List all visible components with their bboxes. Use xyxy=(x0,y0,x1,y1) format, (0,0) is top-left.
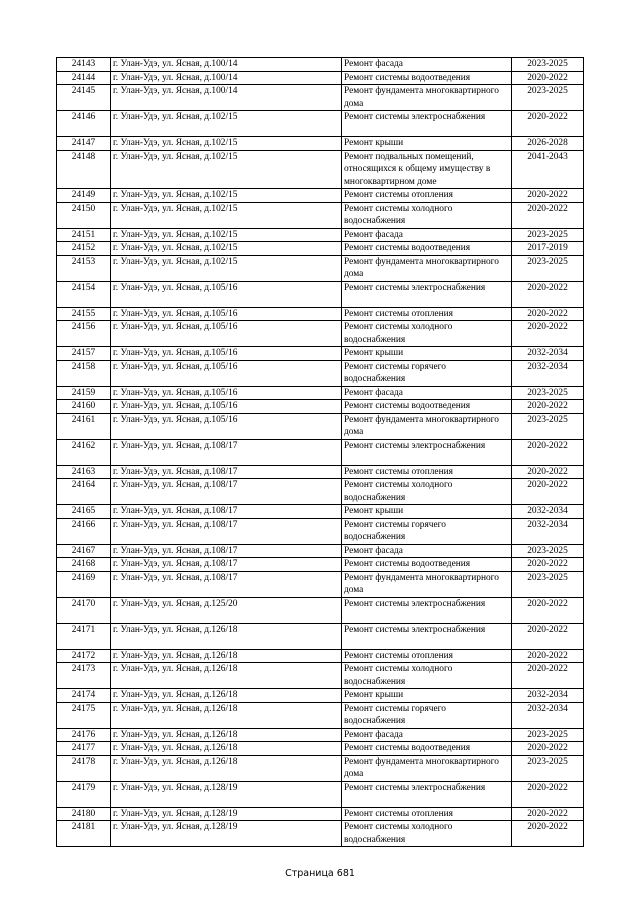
table-row xyxy=(57,189,584,203)
row-number-cell: 24146 xyxy=(57,111,111,137)
work-type-cell: Ремонт фасада xyxy=(342,386,512,400)
work-type-cell: Ремонт крыши xyxy=(342,137,512,151)
work-type-cell: Ремонт системы холодного водоснабжения xyxy=(342,821,512,847)
table-row xyxy=(57,663,584,689)
row-number-cell: 24173 xyxy=(57,663,111,689)
row-number-cell: 24172 xyxy=(57,649,111,663)
address-cell: г. Улан-Удэ, ул. Ясная, д.125/20 xyxy=(111,597,342,623)
period-cell: 2020-2022 xyxy=(512,623,584,649)
period-cell: 2032-2034 xyxy=(512,505,584,519)
table-row xyxy=(57,255,584,281)
work-type-cell: Ремонт системы отопления xyxy=(342,465,512,479)
table-row xyxy=(57,58,584,72)
table-row xyxy=(57,649,584,663)
table-row xyxy=(57,505,584,519)
row-number-cell: 24163 xyxy=(57,465,111,479)
work-type-cell: Ремонт крыши xyxy=(342,347,512,361)
period-cell: 2020-2022 xyxy=(512,597,584,623)
period-cell: 2032-2034 xyxy=(512,689,584,703)
row-number-cell: 24154 xyxy=(57,281,111,307)
address-cell: г. Улан-Удэ, ул. Ясная, д.105/16 xyxy=(111,400,342,414)
address-cell: г. Улан-Удэ, ул. Ясная, д.102/15 xyxy=(111,228,342,242)
period-cell: 2020-2022 xyxy=(512,465,584,479)
page-footer xyxy=(0,868,640,879)
row-number-cell: 24157 xyxy=(57,347,111,361)
period-cell: 2020-2022 xyxy=(512,321,584,347)
address-cell: г. Улан-Удэ, ул. Ясная, д.108/17 xyxy=(111,465,342,479)
work-type-cell: Ремонт фасада xyxy=(342,228,512,242)
address-cell: г. Улан-Удэ, ул. Ясная, д.126/18 xyxy=(111,663,342,689)
work-type-cell: Ремонт системы водоотведения xyxy=(342,400,512,414)
work-type-cell: Ремонт системы холодного водоснабжения xyxy=(342,321,512,347)
row-number-cell: 24162 xyxy=(57,439,111,465)
row-number-cell: 24181 xyxy=(57,821,111,847)
work-type-cell: Ремонт подвальных помещений, относящихся к общему имуществу в многоквартирном доме xyxy=(342,150,512,189)
period-cell: 2023-2025 xyxy=(512,413,584,439)
row-number-cell: 24147 xyxy=(57,137,111,151)
address-cell: г. Улан-Удэ, ул. Ясная, д.100/14 xyxy=(111,71,342,85)
table-row xyxy=(57,439,584,465)
address-cell: г. Улан-Удэ, ул. Ясная, д.105/16 xyxy=(111,347,342,361)
row-number-cell: 24161 xyxy=(57,413,111,439)
table-row xyxy=(57,571,584,597)
address-cell: г. Улан-Удэ, ул. Ясная, д.105/16 xyxy=(111,307,342,321)
table-row xyxy=(57,742,584,756)
work-type-cell: Ремонт фундамента многоквартирного дома xyxy=(342,413,512,439)
address-cell: г. Улан-Удэ, ул. Ясная, д.108/17 xyxy=(111,479,342,505)
address-cell: г. Улан-Удэ, ул. Ясная, д.102/15 xyxy=(111,150,342,189)
row-number-cell: 24165 xyxy=(57,505,111,519)
address-cell: г. Улан-Удэ, ул. Ясная, д.126/18 xyxy=(111,702,342,728)
address-cell: г. Улан-Удэ, ул. Ясная, д.126/18 xyxy=(111,623,342,649)
row-number-cell: 24156 xyxy=(57,321,111,347)
table-row xyxy=(57,518,584,544)
table-row xyxy=(57,386,584,400)
period-cell: 2020-2022 xyxy=(512,663,584,689)
table-row xyxy=(57,728,584,742)
address-cell: г. Улан-Удэ, ул. Ясная, д.128/19 xyxy=(111,781,342,807)
work-type-cell: Ремонт системы холодного водоснабжения xyxy=(342,202,512,228)
row-number-cell: 24175 xyxy=(57,702,111,728)
address-cell: г. Улан-Удэ, ул. Ясная, д.102/15 xyxy=(111,137,342,151)
table-row xyxy=(57,413,584,439)
row-number-cell: 24158 xyxy=(57,360,111,386)
period-cell: 2023-2025 xyxy=(512,58,584,72)
period-cell: 2023-2025 xyxy=(512,728,584,742)
address-cell: г. Улан-Удэ, ул. Ясная, д.100/14 xyxy=(111,58,342,72)
period-cell: 2023-2025 xyxy=(512,85,584,111)
work-type-cell: Ремонт фасада xyxy=(342,728,512,742)
table-row xyxy=(57,150,584,189)
period-cell: 2020-2022 xyxy=(512,111,584,137)
address-cell: г. Улан-Удэ, ул. Ясная, д.126/18 xyxy=(111,728,342,742)
row-number-cell: 24153 xyxy=(57,255,111,281)
period-cell: 2032-2034 xyxy=(512,347,584,361)
work-type-cell: Ремонт системы электроснабжения xyxy=(342,781,512,807)
work-type-cell: Ремонт системы отопления xyxy=(342,807,512,821)
row-number-cell: 24144 xyxy=(57,71,111,85)
table-row xyxy=(57,242,584,256)
table-row xyxy=(57,821,584,847)
period-cell: 2032-2034 xyxy=(512,702,584,728)
address-cell: г. Улан-Удэ, ул. Ясная, д.108/17 xyxy=(111,544,342,558)
work-type-cell: Ремонт фундамента многоквартирного дома xyxy=(342,755,512,781)
row-number-cell: 24168 xyxy=(57,558,111,572)
period-cell: 2020-2022 xyxy=(512,71,584,85)
table-row xyxy=(57,479,584,505)
period-cell: 2020-2022 xyxy=(512,479,584,505)
address-cell: г. Улан-Удэ, ул. Ясная, д.105/16 xyxy=(111,413,342,439)
work-type-cell: Ремонт системы отопления xyxy=(342,307,512,321)
address-cell: г. Улан-Удэ, ул. Ясная, д.126/18 xyxy=(111,689,342,703)
address-cell: г. Улан-Удэ, ул. Ясная, д.102/15 xyxy=(111,242,342,256)
address-cell: г. Улан-Удэ, ул. Ясная, д.108/17 xyxy=(111,571,342,597)
row-number-cell: 24177 xyxy=(57,742,111,756)
work-type-cell: Ремонт системы водоотведения xyxy=(342,242,512,256)
table-row xyxy=(57,228,584,242)
period-cell: 2041-2043 xyxy=(512,150,584,189)
row-number-cell: 24151 xyxy=(57,228,111,242)
table-row xyxy=(57,689,584,703)
address-cell: г. Улан-Удэ, ул. Ясная, д.126/18 xyxy=(111,649,342,663)
period-cell: 2020-2022 xyxy=(512,202,584,228)
period-cell: 2023-2025 xyxy=(512,228,584,242)
work-type-cell: Ремонт фундамента многоквартирного дома xyxy=(342,85,512,111)
table-row xyxy=(57,400,584,414)
row-number-cell: 24170 xyxy=(57,597,111,623)
row-number-cell: 24176 xyxy=(57,728,111,742)
work-type-cell: Ремонт системы холодного водоснабжения xyxy=(342,663,512,689)
address-cell: г. Улан-Удэ, ул. Ясная, д.126/18 xyxy=(111,742,342,756)
period-cell: 2020-2022 xyxy=(512,821,584,847)
row-number-cell: 24152 xyxy=(57,242,111,256)
work-type-cell: Ремонт системы электроснабжения xyxy=(342,597,512,623)
table-row xyxy=(57,307,584,321)
period-cell: 2032-2034 xyxy=(512,360,584,386)
address-cell: г. Улан-Удэ, ул. Ясная, д.105/16 xyxy=(111,321,342,347)
period-cell: 2023-2025 xyxy=(512,255,584,281)
period-cell: 2023-2025 xyxy=(512,571,584,597)
table-row xyxy=(57,71,584,85)
table-row xyxy=(57,321,584,347)
work-type-cell: Ремонт системы электроснабжения xyxy=(342,439,512,465)
period-cell: 2020-2022 xyxy=(512,189,584,203)
row-number-cell: 24178 xyxy=(57,755,111,781)
work-type-cell: Ремонт крыши xyxy=(342,505,512,519)
table-row xyxy=(57,597,584,623)
row-number-cell: 24166 xyxy=(57,518,111,544)
period-cell: 2020-2022 xyxy=(512,781,584,807)
table-row xyxy=(57,111,584,137)
work-type-cell: Ремонт фасада xyxy=(342,544,512,558)
address-cell: г. Улан-Удэ, ул. Ясная, д.108/17 xyxy=(111,518,342,544)
row-number-cell: 24150 xyxy=(57,202,111,228)
row-number-cell: 24174 xyxy=(57,689,111,703)
table-row xyxy=(57,85,584,111)
row-number-cell: 24159 xyxy=(57,386,111,400)
period-cell: 2020-2022 xyxy=(512,400,584,414)
row-number-cell: 24143 xyxy=(57,58,111,72)
address-cell: г. Улан-Удэ, ул. Ясная, д.105/16 xyxy=(111,360,342,386)
row-number-cell: 24171 xyxy=(57,623,111,649)
period-cell: 2023-2025 xyxy=(512,544,584,558)
address-cell: г. Улан-Удэ, ул. Ясная, д.102/15 xyxy=(111,111,342,137)
table-row xyxy=(57,755,584,781)
table-body xyxy=(57,58,584,847)
work-type-cell: Ремонт фундамента многоквартирного дома xyxy=(342,571,512,597)
work-type-cell: Ремонт крыши xyxy=(342,689,512,703)
row-number-cell: 24164 xyxy=(57,479,111,505)
work-type-cell: Ремонт фасада xyxy=(342,58,512,72)
address-cell: г. Улан-Удэ, ул. Ясная, д.100/14 xyxy=(111,85,342,111)
period-cell: 2017-2019 xyxy=(512,242,584,256)
row-number-cell: 24179 xyxy=(57,781,111,807)
row-number-cell: 24145 xyxy=(57,85,111,111)
period-cell: 2023-2025 xyxy=(512,386,584,400)
address-cell: г. Улан-Удэ, ул. Ясная, д.105/16 xyxy=(111,281,342,307)
work-type-cell: Ремонт системы отопления xyxy=(342,189,512,203)
table-row xyxy=(57,623,584,649)
table-row xyxy=(57,360,584,386)
work-type-cell: Ремонт системы холодного водоснабжения xyxy=(342,479,512,505)
row-number-cell: 24180 xyxy=(57,807,111,821)
period-cell: 2020-2022 xyxy=(512,307,584,321)
period-cell: 2026-2028 xyxy=(512,137,584,151)
period-cell: 2020-2022 xyxy=(512,807,584,821)
table-row xyxy=(57,807,584,821)
period-cell: 2020-2022 xyxy=(512,281,584,307)
work-type-cell: Ремонт системы электроснабжения xyxy=(342,111,512,137)
work-type-cell: Ремонт фундамента многоквартирного дома xyxy=(342,255,512,281)
address-cell: г. Улан-Удэ, ул. Ясная, д.128/19 xyxy=(111,807,342,821)
row-number-cell: 24167 xyxy=(57,544,111,558)
period-cell: 2020-2022 xyxy=(512,439,584,465)
address-cell: г. Улан-Удэ, ул. Ясная, д.108/17 xyxy=(111,439,342,465)
period-cell: 2032-2034 xyxy=(512,518,584,544)
table-row xyxy=(57,281,584,307)
work-type-cell: Ремонт системы водоотведения xyxy=(342,558,512,572)
address-cell: г. Улан-Удэ, ул. Ясная, д.105/16 xyxy=(111,386,342,400)
address-cell: г. Улан-Удэ, ул. Ясная, д.102/15 xyxy=(111,189,342,203)
address-cell: г. Улан-Удэ, ул. Ясная, д.102/15 xyxy=(111,255,342,281)
address-cell: г. Улан-Удэ, ул. Ясная, д.108/17 xyxy=(111,505,342,519)
row-number-cell: 24160 xyxy=(57,400,111,414)
period-cell: 2020-2022 xyxy=(512,649,584,663)
work-type-cell: Ремонт системы электроснабжения xyxy=(342,281,512,307)
row-number-cell: 24148 xyxy=(57,150,111,189)
row-number-cell: 24169 xyxy=(57,571,111,597)
table-row xyxy=(57,781,584,807)
repair-schedule-table xyxy=(56,57,584,847)
address-cell: г. Улан-Удэ, ул. Ясная, д.102/15 xyxy=(111,202,342,228)
work-type-cell: Ремонт системы горячего водоснабжения xyxy=(342,702,512,728)
table-row xyxy=(57,465,584,479)
work-type-cell: Ремонт системы водоотведения xyxy=(342,742,512,756)
work-type-cell: Ремонт системы отопления xyxy=(342,649,512,663)
work-type-cell: Ремонт системы горячего водоснабжения xyxy=(342,518,512,544)
table-row xyxy=(57,702,584,728)
table-row xyxy=(57,347,584,361)
page-number-label: Страница 681 xyxy=(285,868,355,879)
period-cell: 2023-2025 xyxy=(512,755,584,781)
work-type-cell: Ремонт системы водоотведения xyxy=(342,71,512,85)
work-type-cell: Ремонт системы электроснабжения xyxy=(342,623,512,649)
address-cell: г. Улан-Удэ, ул. Ясная, д.126/18 xyxy=(111,755,342,781)
table-row xyxy=(57,137,584,151)
table-row xyxy=(57,544,584,558)
address-cell: г. Улан-Удэ, ул. Ясная, д.128/19 xyxy=(111,821,342,847)
table-row xyxy=(57,558,584,572)
address-cell: г. Улан-Удэ, ул. Ясная, д.108/17 xyxy=(111,558,342,572)
row-number-cell: 24155 xyxy=(57,307,111,321)
period-cell: 2020-2022 xyxy=(512,558,584,572)
period-cell: 2020-2022 xyxy=(512,742,584,756)
work-type-cell: Ремонт системы горячего водоснабжения xyxy=(342,360,512,386)
table-row xyxy=(57,202,584,228)
row-number-cell: 24149 xyxy=(57,189,111,203)
